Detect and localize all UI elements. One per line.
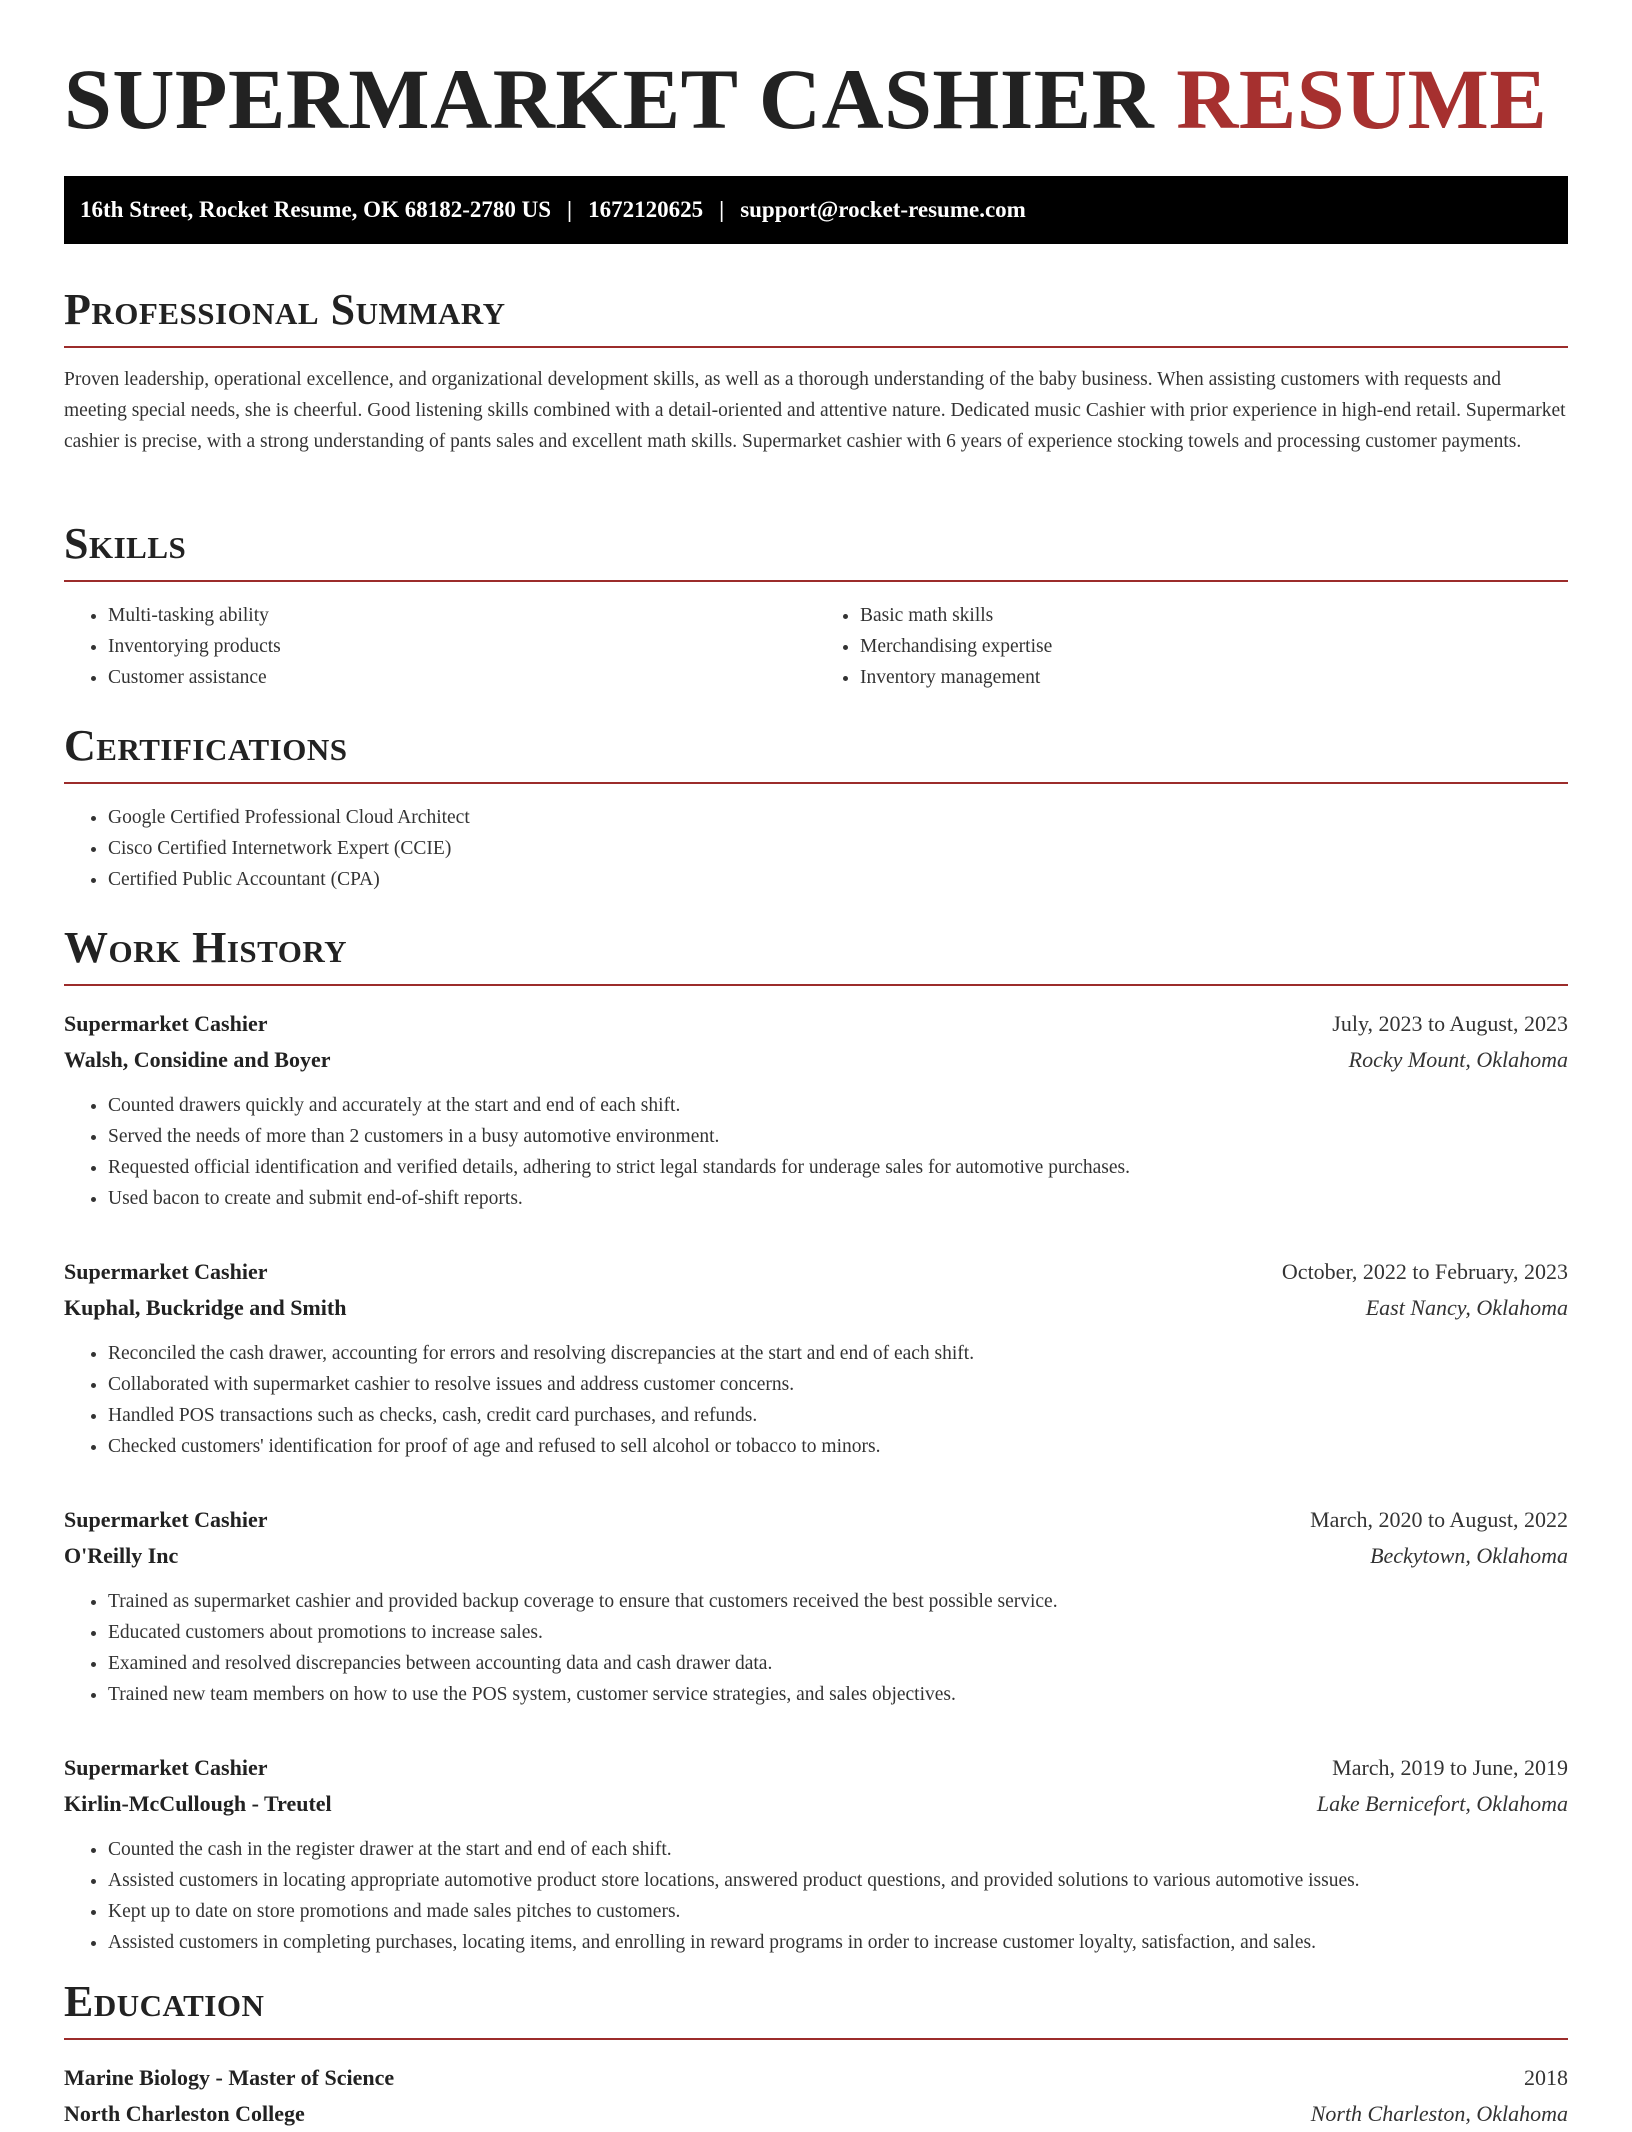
job-title: Supermarket Cashier	[64, 1259, 268, 1284]
job-entry	[64, 1006, 1568, 1214]
job-location: East Nancy, Oklahoma	[1365, 1295, 1568, 1320]
education-entry	[64, 2060, 1568, 2132]
contact-email: support@rocket-resume.com	[740, 197, 1026, 222]
job-company-row	[64, 1786, 1568, 1822]
education-school: North Charleston College	[64, 2101, 305, 2126]
job-duty: • Checked customers' identification for proof of age and refused to sell alcohol or tobacco to minors.	[108, 1431, 1568, 1462]
contact-separator: |	[719, 197, 725, 222]
certifications-list	[64, 802, 1568, 895]
certifications-section	[64, 721, 1568, 895]
job-entry	[64, 1750, 1568, 1958]
job-dates: October, 2022 to February, 2023	[1281, 1259, 1568, 1284]
summary-text: Proven leadership, operational excellence, and organizational development skills, as well as a thorough understanding of the baby business. When assisting customers with requests and meeting special needs, she is cheerful. Good listening skills combined with a detail-oriented and attentive nature. Dedicated music Cashier with prior experience in high-end retail. Supermarket cashier is precise, with a strong understanding of pants sales and excellent math skills. Supermarket cashier with 6 years of experience stocking towels and processing customer payments.	[64, 369, 1566, 452]
job-duty: • Examined and resolved discrepancies between accounting data and cash drawer data.	[108, 1648, 1568, 1679]
job-company: O'Reilly Inc	[64, 1543, 179, 1568]
job-duty: • Used bacon to create and submit end-of-shift reports.	[108, 1183, 1568, 1214]
certification-item: • Cisco Certified Internetwork Expert (CCIE)	[108, 833, 1568, 864]
job-duty: • Requested official identification and verified details, adhering to strict legal standards for underage sales for automotive purchases.	[108, 1152, 1568, 1183]
job-duty: • Counted drawers quickly and accurately at the start and end of each shift.	[108, 1090, 1568, 1121]
skills-list-right	[816, 600, 1568, 693]
job-duty: • Assisted customers in locating appropriate automotive product store locations, answered product questions, and provided solutions to various automotive issues.	[108, 1865, 1568, 1896]
job-company: Kirlin-McCullough - Treutel	[64, 1791, 332, 1816]
resume-title	[64, 51, 1548, 147]
skill-item: • Multi-tasking ability	[108, 600, 816, 631]
job-dates: March, 2019 to June, 2019	[1332, 1755, 1568, 1780]
job-duty: • Handled POS transactions such as checks, cash, credit card purchases, and refunds.	[108, 1400, 1568, 1431]
contact-separator: |	[567, 197, 573, 222]
skill-item: • Basic math skills	[860, 600, 1568, 631]
job-title-row	[64, 1006, 1568, 1042]
summary-section	[64, 285, 1568, 457]
job-location: Lake Bernicefort, Oklahoma	[1316, 1791, 1568, 1816]
job-title: Supermarket Cashier	[64, 1507, 268, 1532]
job-title: Supermarket Cashier	[64, 1011, 268, 1036]
job-duties-list	[64, 1090, 1568, 1214]
summary-heading: Professional Summary	[64, 288, 1568, 348]
contact-address: 16th Street, Rocket Resume, OK 68182-2780 US	[80, 197, 552, 222]
job-title: Supermarket Cashier	[64, 1755, 268, 1780]
job-location: Beckytown, Oklahoma	[1370, 1543, 1568, 1568]
job-entry	[64, 1254, 1568, 1462]
job-duty: • Educated customers about promotions to increase sales.	[108, 1617, 1568, 1648]
job-company-row	[64, 1290, 1568, 1326]
skills-section	[64, 519, 1568, 693]
job-company: Kuphal, Buckridge and Smith	[64, 1295, 347, 1320]
job-title-row	[64, 1502, 1568, 1538]
skills-heading: Skills	[64, 522, 1568, 582]
certification-item: • Certified Public Accountant (CPA)	[108, 864, 1568, 895]
skill-item: • Customer assistance	[108, 662, 816, 693]
job-dates: July, 2023 to August, 2023	[1332, 1011, 1568, 1036]
work-history-heading: Work History	[64, 926, 1568, 986]
job-duty: • Assisted customers in completing purchases, locating items, and enrolling in reward programs in order to increase customer loyalty, satisfaction, and sales.	[108, 1927, 1568, 1958]
job-duties-list	[64, 1834, 1568, 1958]
contact-phone: 1672120625	[588, 197, 704, 222]
skill-item: • Merchandising expertise	[860, 631, 1568, 662]
resume-title-accent: RESUME	[1176, 51, 1548, 147]
job-company: Walsh, Considine and Boyer	[64, 1047, 331, 1072]
job-title-row	[64, 1254, 1568, 1290]
education-school-row	[64, 2096, 1568, 2132]
job-duties-list	[64, 1586, 1568, 1710]
job-duties-list	[64, 1338, 1568, 1462]
job-duty: • Served the needs of more than 2 customers in a busy automotive environment.	[108, 1121, 1568, 1152]
education-location: North Charleston, Oklahoma	[1310, 2101, 1568, 2126]
skills-list-left	[64, 600, 816, 693]
education-degree: Marine Biology - Master of Science	[64, 2065, 395, 2090]
education-year: 2018	[1524, 2065, 1568, 2090]
skill-item: • Inventorying products	[108, 631, 816, 662]
resume-title-main: SUPERMARKET CASHIER	[64, 51, 1155, 147]
job-duty: • Collaborated with supermarket cashier to resolve issues and address customer concerns.	[108, 1369, 1568, 1400]
contact-bar	[64, 176, 1568, 244]
job-duty: • Reconciled the cash drawer, accounting for errors and resolving discrepancies at the start and end of each shift.	[108, 1338, 1568, 1369]
education-section	[64, 1977, 1568, 2132]
certification-item: • Google Certified Professional Cloud Architect	[108, 802, 1568, 833]
job-duty: • Counted the cash in the register drawer at the start and end of each shift.	[108, 1834, 1568, 1865]
education-degree-row	[64, 2060, 1568, 2096]
job-title-row	[64, 1750, 1568, 1786]
job-company-row	[64, 1538, 1568, 1574]
job-duty: • Trained as supermarket cashier and provided backup coverage to ensure that customers received the best possible service.	[108, 1586, 1568, 1617]
job-duty: • Trained new team members on how to use the POS system, customer service strategies, and sales objectives.	[108, 1679, 1568, 1710]
job-company-row	[64, 1042, 1568, 1078]
job-entry	[64, 1502, 1568, 1710]
job-duty: • Kept up to date on store promotions and made sales pitches to customers.	[108, 1896, 1568, 1927]
skill-item: • Inventory management	[860, 662, 1568, 693]
certifications-heading: Certifications	[64, 724, 1568, 784]
skills-grid	[64, 600, 1568, 693]
education-heading: Education	[64, 1980, 1568, 2040]
work-history-section	[64, 923, 1568, 1958]
job-dates: March, 2020 to August, 2022	[1310, 1507, 1568, 1532]
job-location: Rocky Mount, Oklahoma	[1348, 1047, 1568, 1072]
